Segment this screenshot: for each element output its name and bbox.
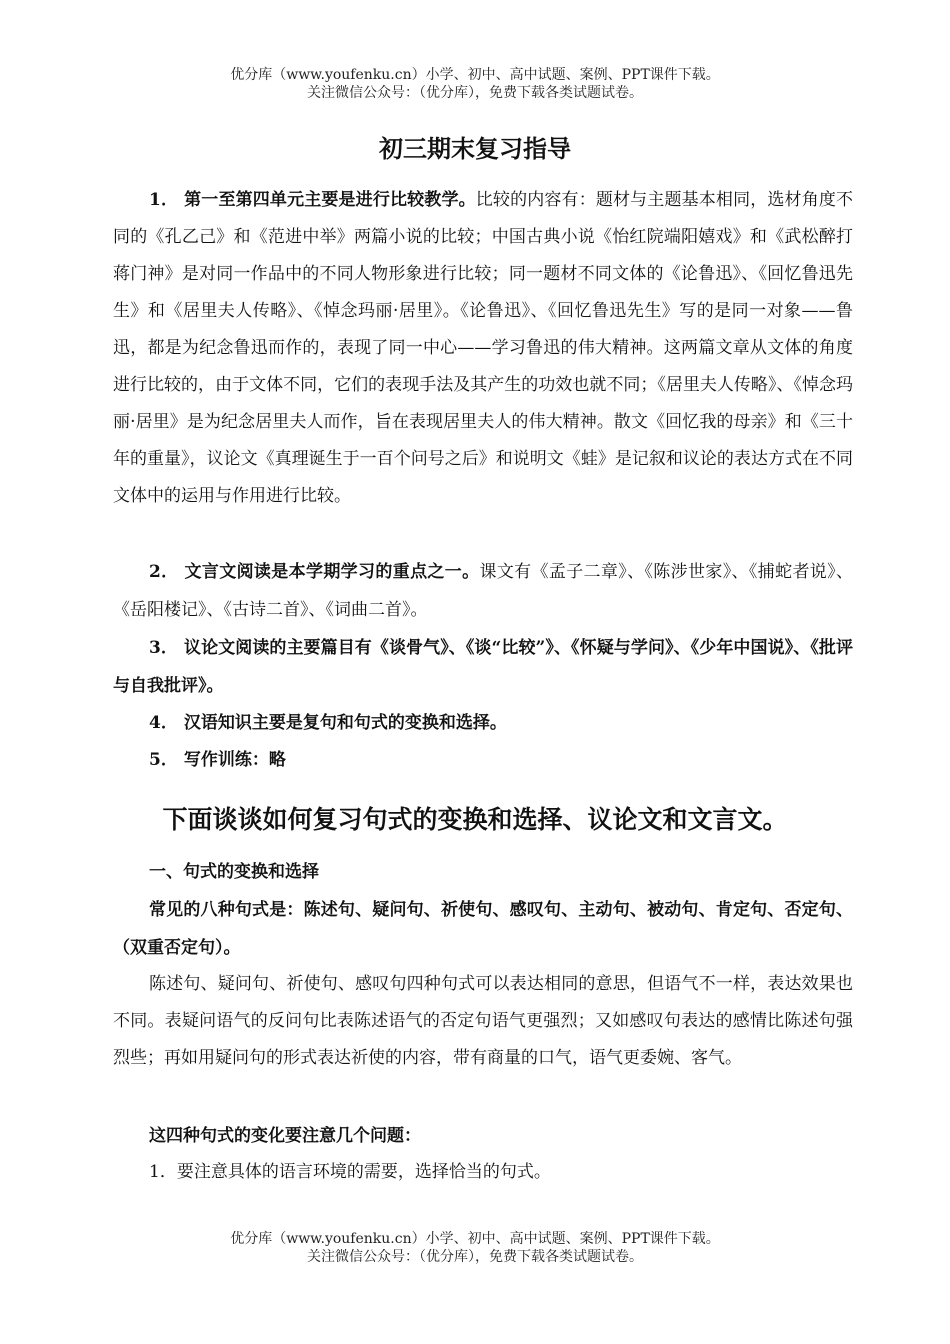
item-1-text: 比较的内容有：题材与主题基本相同，选材角度不同的《孔乙己》和《范进中举》两篇小说的比较；中国古典小说《怡红院端阳嬉戏》和《武松醉打蒋门神》是对同一作品中的不同人物形象进行比较；同一题材不同文体的《论鲁迅》、《回忆鲁迅先生》和《居里夫人传略》、《悼念玛丽·居里》。《论鲁迅》、《回忆鲁迅先生》写的是同一对象——鲁迅，都是为纪念鲁迅而作的，表现了同一中心——学习鲁迅的伟大精神。这两篇文章从文体的角度进行比较的，由于文体不同，它们的表现手法及其产生的功效也就不同；《居里夫人传略》、《悼念玛丽·居里》是为纪念居里夫人而作，旨在表现居里夫人的伟大精神。散文《回忆我的母亲》和《三十年的重量》，议论文《真理诞生于一百个问号之后》和说明文《蛙》是记叙和议论的表达方式在不同文体中的运用与作用进行比较。 — [113, 190, 853, 506]
item-2-paragraph — [113, 553, 853, 629]
item-2-lead: 文言文阅读是本学期学习的重点之一。 — [184, 562, 480, 582]
item-3-paragraph — [113, 629, 853, 705]
item-2-number: 2． — [149, 562, 179, 582]
section-1-heading: 一、句式的变换和选择 — [149, 862, 319, 882]
footer-line-1: 优分库（www.youfenku.cn）小学、初中、高中试题、案例、PPT课件下载。 — [230, 1231, 720, 1247]
section-1-paragraph: 陈述句、疑问句、祈使句、感叹句四种句式可以表达相同的意思，但语气不一样，表达效果也不同。表疑问语气的反问句比表陈述语气的否定句语气更强烈；又如感叹句表达的感情比陈述句强烈些；再如用疑问句的形式表达祈使的内容，带有商量的口气，语气更委婉、客气。 — [113, 974, 853, 1068]
header-line-2: 关注微信公众号：（优分库），免费下载各类试题试卷。 — [307, 85, 643, 101]
item-3-number: 3． — [149, 638, 178, 658]
section-1-note: 这四种句式的变化要注意几个问题： — [149, 1126, 421, 1146]
section-1-common-sentences: 常见的八种句式是：陈述句、疑问句、祈使句、感叹句、主动句、被动句、肯定句、否定句、（双重否定句）。 — [113, 900, 853, 958]
document-title: 初三期末复习指导 — [379, 134, 571, 163]
item-3-text: 议论文阅读的主要篇目有《谈骨气》、《谈“比较”》、《怀疑与学问》、《少年中国说》、《批评与自我批评》。 — [113, 638, 853, 696]
section-1-point-1: 1．要注意具体的语言环境的需要，选择恰当的句式。 — [149, 1162, 551, 1182]
item-1-lead: 第一至第四单元主要是进行比较教学。 — [184, 190, 476, 210]
item-5-number: 5． — [149, 750, 178, 770]
item-1-paragraph — [113, 182, 853, 515]
footer-line-2: 关注微信公众号：（优分库），免费下载各类试题试卷。 — [307, 1249, 643, 1265]
item-5-text: 写作训练：略 — [183, 750, 286, 770]
item-5-paragraph — [113, 741, 853, 779]
page-header — [0, 66, 950, 102]
item-1-number: 1． — [149, 190, 179, 210]
page-footer — [0, 1230, 950, 1266]
header-line-1: 优分库（www.youfenku.cn）小学、初中、高中试题、案例、PPT课件下载。 — [230, 67, 720, 83]
item-4-text: 汉语知识主要是复句和句式的变换和选择。 — [183, 713, 507, 733]
item-2-text: 课文有《孟子二章》、《陈涉世家》、《捕蛇者说》、《岳阳楼记》、《古诗二首》、《词曲二首》。 — [113, 562, 853, 620]
item-4-number: 4． — [149, 713, 178, 733]
item-4-paragraph — [113, 704, 853, 742]
section-subtitle: 下面谈谈如何复习句式的变换和选择、议论文和文言文。 — [162, 805, 788, 834]
